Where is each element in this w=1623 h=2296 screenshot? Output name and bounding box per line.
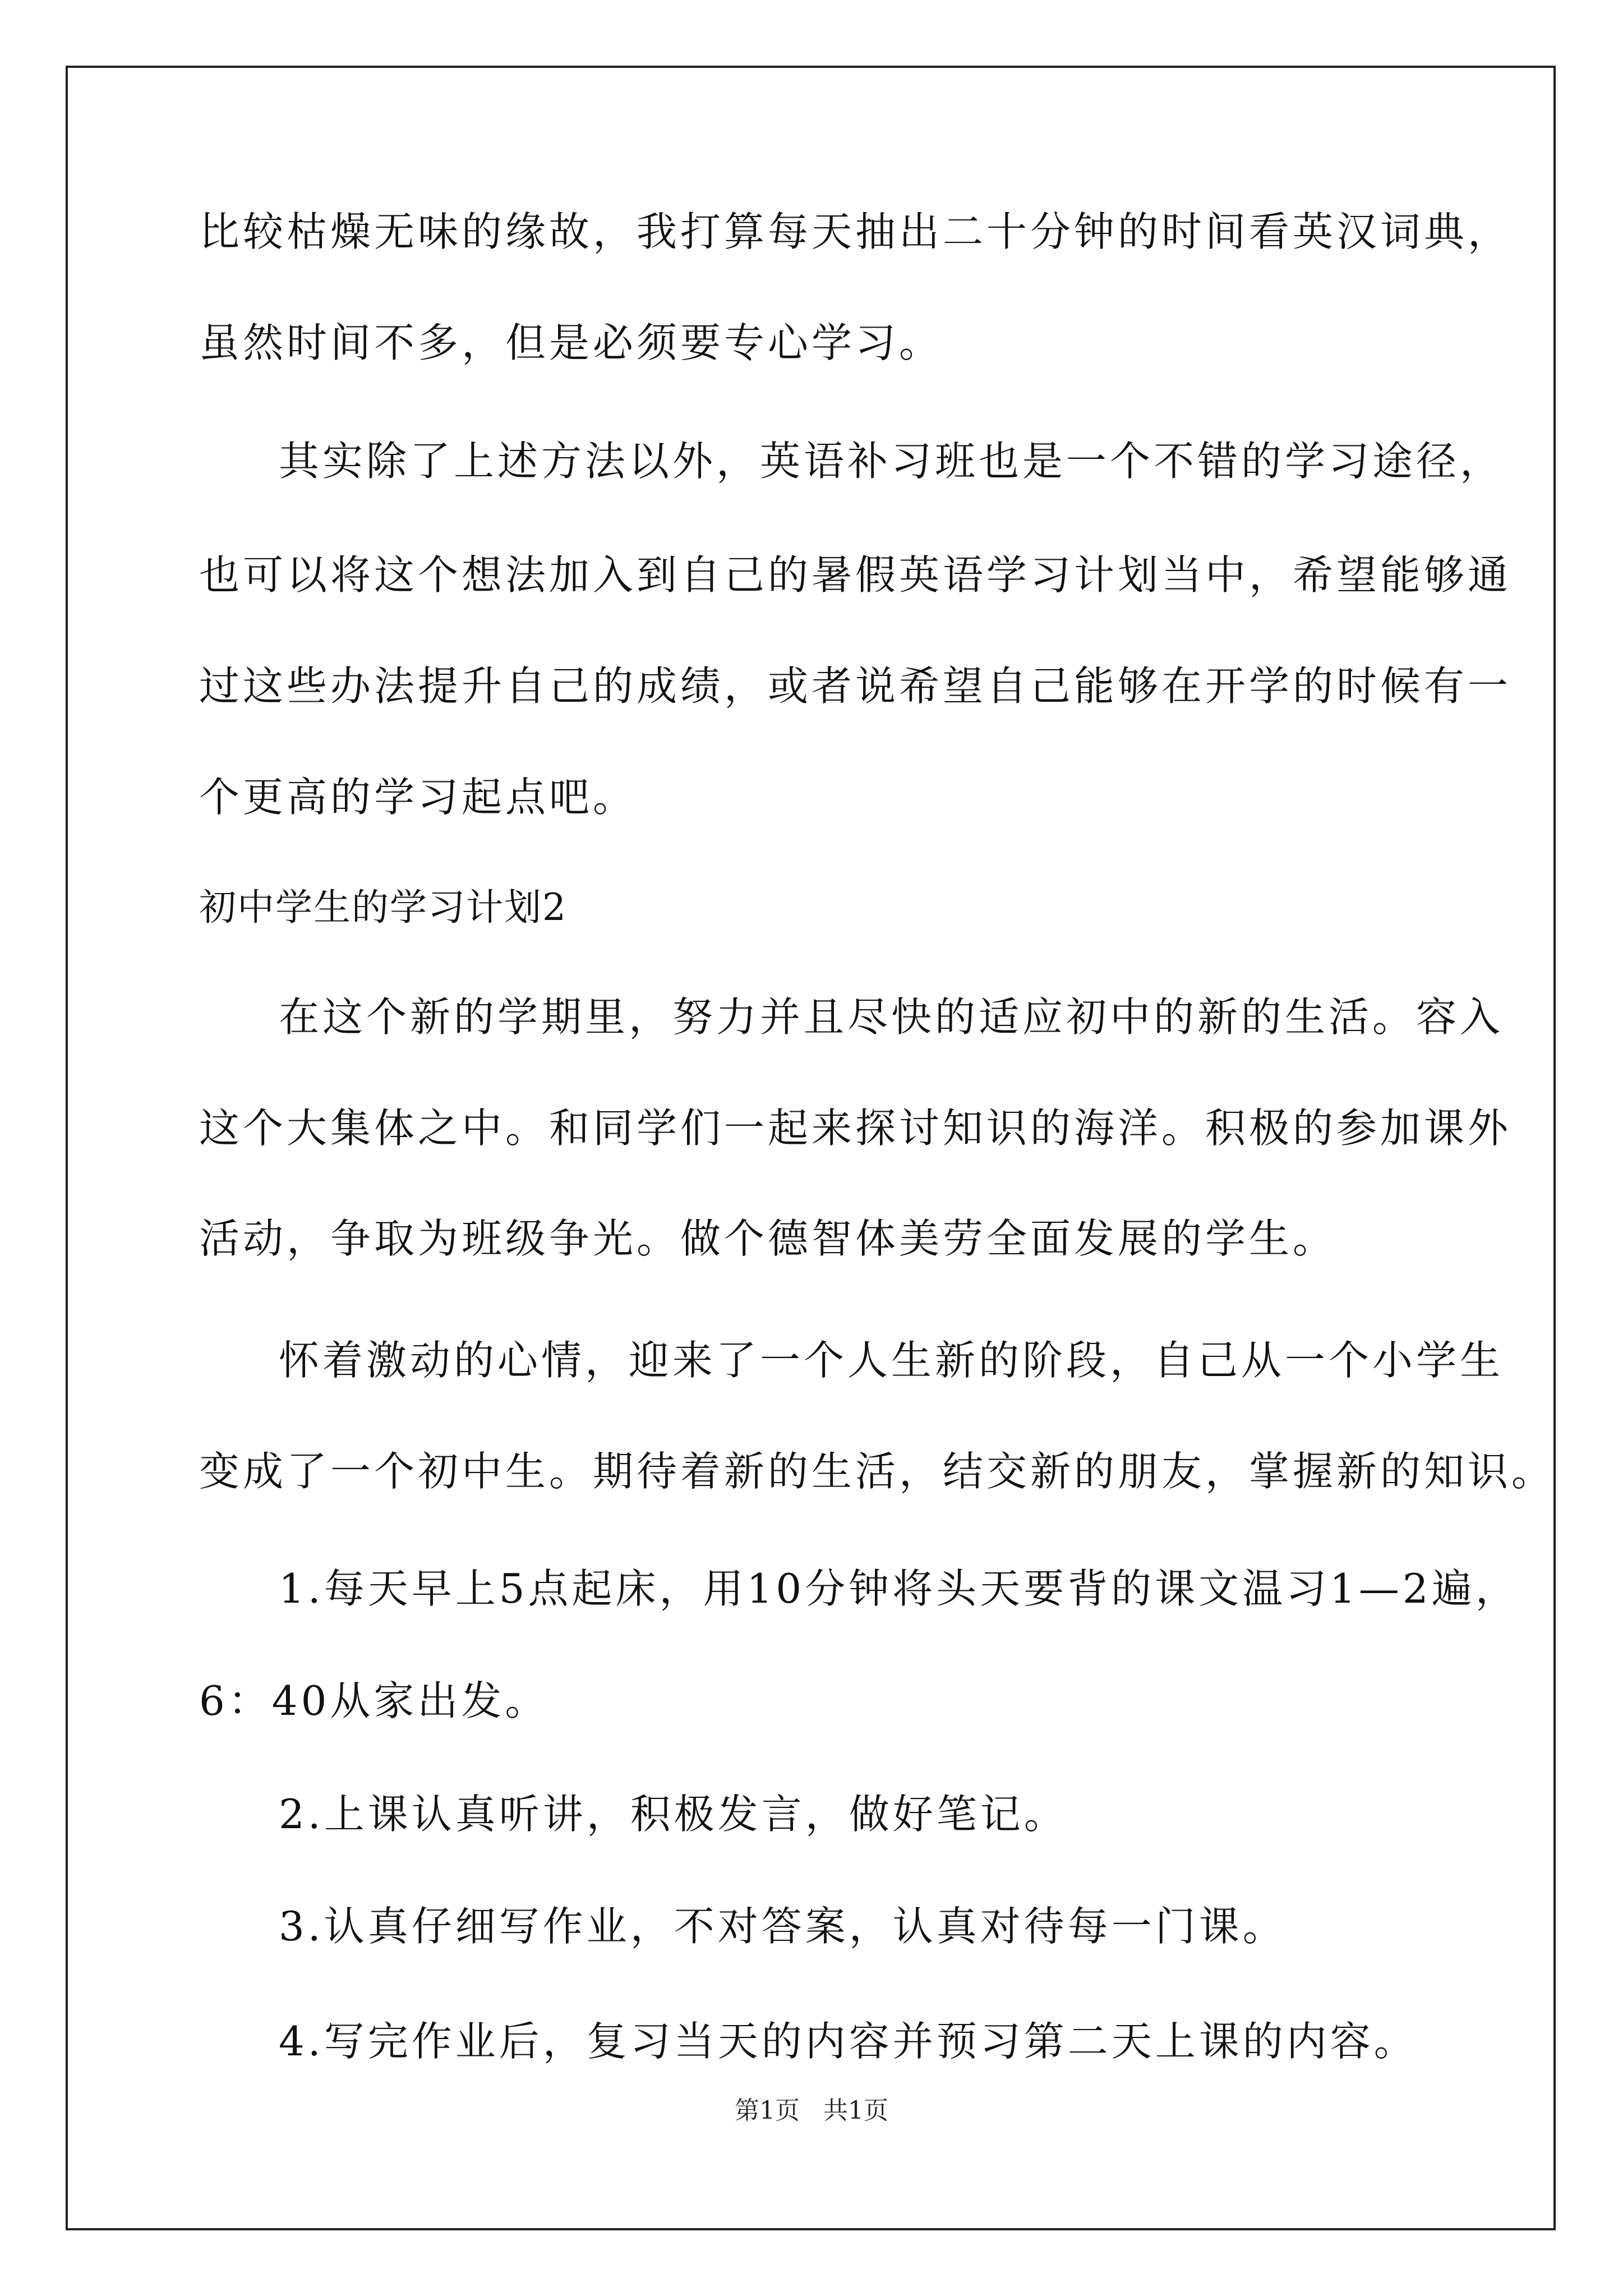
paragraph-line: 活动，争取为班级争光。做个德智体美劳全面发展的学生。 <box>199 1215 1337 1262</box>
page-footer <box>0 2095 1623 2127</box>
paragraph-line: 变成了一个初中生。期待着新的生活，结交新的朋友，掌握新的知识。 <box>199 1448 1556 1495</box>
paragraph-line: 虽然时间不多，但是必须要专心学习。 <box>199 319 943 366</box>
paragraph-line: 怀着激动的心情，迎来了一个人生新的阶段，自己从一个小学生 <box>279 1337 1504 1384</box>
list-item: 4.写完作业后，复习当天的内容并预习第二天上课的内容。 <box>279 2018 1418 2065</box>
list-item: 1.每天早上5点起床，用10分钟将头天要背的课文温习1—2遍， <box>279 1565 1519 1612</box>
section-heading: 初中学生的学习计划2 <box>199 886 567 929</box>
paragraph-line: 个更高的学习起点吧。 <box>199 774 637 821</box>
list-item: 3.认真仔细写作业，不对答案，认真对待每一门课。 <box>279 1903 1287 1950</box>
page-number: 第1页 <box>735 2096 800 2125</box>
list-item-continuation: 6：40从家出发。 <box>199 1677 549 1724</box>
paragraph-line: 也可以将这个想法加入到自己的暑假英语学习计划当中，希望能够通 <box>199 551 1512 599</box>
paragraph-line: 这个大集体之中。和同学们一起来探讨知识的海洋。积极的参加课外 <box>199 1105 1512 1152</box>
paragraph-line: 比较枯燥无味的缘故，我打算每天抽出二十分钟的时间看英汉词典， <box>199 208 1512 255</box>
paragraph-line: 其实除了上述方法以外，英语补习班也是一个不错的学习途径， <box>279 438 1504 485</box>
paragraph-line: 在这个新的学期里，努力并且尽快的适应初中的新的生活。容入 <box>279 993 1504 1041</box>
page-total: 共1页 <box>823 2096 888 2125</box>
list-item: 2.上课认真听讲，积极发言，做好笔记。 <box>279 1791 1068 1838</box>
paragraph-line: 过这些办法提升自己的成绩，或者说希望自己能够在开学的时候有一 <box>199 662 1512 710</box>
